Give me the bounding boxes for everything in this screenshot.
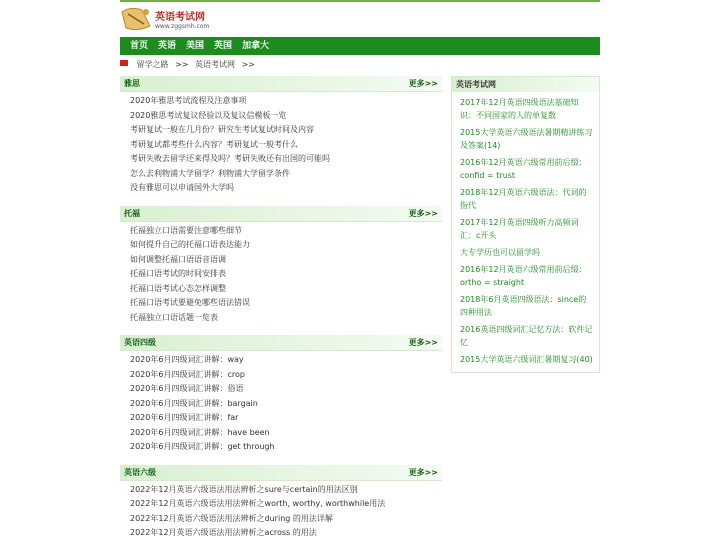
breadcrumb-flag-icon [120, 60, 128, 66]
article-link[interactable]: 托福独立口语话题一览表 [130, 312, 218, 322]
section-title[interactable]: 英语四级 [124, 338, 156, 347]
breadcrumb-item-exam[interactable]: 英语考试网 [195, 60, 236, 69]
sidebar-link[interactable]: 大专学历也可以留学吗 [460, 248, 540, 257]
sidebar-link[interactable]: 2016英语四级词汇记忆方法：软件记忆 [460, 325, 593, 347]
article-link[interactable]: 2022年12月英语六级语法用法辨析之during 的用法详解 [130, 513, 333, 523]
sidebar-link[interactable]: 2018年12月英语六级语法：代词的指代 [460, 188, 587, 210]
section-header [120, 206, 442, 222]
nav-item-canada[interactable]: 加拿大 [242, 41, 270, 51]
breadcrumb-separator: >> [241, 60, 255, 69]
article-link[interactable]: 2020年雅思考试流程及注意事项 [130, 96, 247, 105]
section-title[interactable]: 托福 [124, 208, 140, 218]
article-link[interactable]: 如何提升自己的托福口语表达能力 [130, 240, 250, 249]
top-accent-line [120, 0, 600, 2]
logo-text[interactable]: 英语考试网 [155, 12, 205, 23]
section-header [120, 335, 442, 351]
section-header [120, 465, 442, 481]
article-link[interactable]: 托福口语考试的时间安排表 [130, 269, 226, 278]
section-toefl [120, 206, 442, 326]
article-link[interactable]: 2020年6月四级词汇讲解：far [130, 413, 239, 422]
sidebar-link[interactable]: 2016年12月英语六级常用前后缀：ortho = straight [460, 265, 587, 287]
article-link[interactable]: 考研复试都考些什么内容？考研复试一般考什么 [130, 139, 298, 149]
more-link[interactable]: 更多>> [408, 79, 438, 88]
sidebar-link[interactable]: 2018年6月英语四级语法：since的四种用法 [460, 295, 587, 317]
nav-bar [120, 37, 600, 55]
article-link[interactable]: 2020年6月四级词汇讲解：way [130, 355, 244, 364]
section-title[interactable]: 雅思 [124, 79, 140, 88]
sidebar-list [452, 92, 599, 366]
breadcrumb-separator: >> [175, 60, 189, 69]
sidebar [451, 76, 600, 373]
article-link[interactable]: 2020年6月四级词汇讲解：bargain [130, 398, 258, 408]
breadcrumb-item-study[interactable]: 留学之路 [136, 60, 169, 69]
article-link[interactable]: 2020雅思考试复议经验以及复议信模板一览 [130, 110, 287, 120]
main-column [120, 76, 442, 551]
article-link[interactable]: 考研复试一般在几月份？研究生考试复试时间及内容 [130, 125, 314, 134]
nav-item-uk[interactable]: 英国 [214, 41, 233, 51]
article-link[interactable]: 托福口语考试要避免哪些语法错误 [130, 298, 250, 307]
article-link[interactable]: 考研失败去留学还来得及吗？考研失败还有出国的可能吗 [130, 154, 330, 163]
sidebar-title: 英语考试网 [452, 77, 599, 92]
section-header [120, 76, 442, 92]
more-link[interactable]: 更多>> [408, 338, 438, 347]
sidebar-link[interactable]: 2017年12月英语四级听力高频词汇：c开头 [460, 218, 579, 240]
sidebar-link[interactable]: 2017年12月英语四级语法基础知识：不同国家的人的单复数 [460, 98, 579, 120]
section-cet6 [120, 465, 442, 541]
breadcrumb [120, 59, 600, 71]
article-link[interactable]: 如何调整托福口语语音语调 [130, 254, 226, 264]
article-link[interactable]: 2022年12月英语六级语法用法辨析之worth, worthy, worthwhile用法 [130, 499, 386, 508]
article-link[interactable]: 2020年6月四级词汇讲解：have been [130, 427, 270, 437]
nav-item-usa[interactable]: 美国 [186, 41, 205, 51]
article-list [120, 483, 442, 541]
article-list [120, 94, 442, 196]
section-ielts [120, 76, 442, 196]
nav-item-home[interactable]: 首页 [130, 41, 149, 51]
more-link[interactable]: 更多>> [408, 467, 438, 477]
logo-url: www.zggsmh.com [155, 23, 210, 30]
nav-item-english[interactable]: 英语 [158, 41, 177, 51]
section-title[interactable]: 英语六级 [124, 467, 156, 477]
section-cet4 [120, 335, 442, 455]
sidebar-link[interactable]: 2015大学英语六级语法暑期精讲练习及答案(14) [460, 128, 593, 150]
article-list [120, 224, 442, 326]
sidebar-link[interactable]: 2015大学英语六级词汇暑期复习(40) [460, 355, 593, 364]
article-link[interactable]: 怎么去利物浦大学留学？利物浦大学留学条件 [130, 168, 290, 178]
article-link[interactable]: 没有雅思可以申请国外大学吗 [130, 183, 234, 192]
article-link[interactable]: 2020年6月四级词汇讲解：crop [130, 369, 245, 379]
article-list [120, 353, 442, 455]
article-link[interactable]: 2022年12月英语六级语法用法辨析之sure与certain的用法区别 [130, 484, 358, 494]
article-link[interactable]: 托福口语考试心态怎样调整 [130, 283, 226, 293]
article-link[interactable]: 2020年6月四级词汇讲解：俗语 [130, 384, 244, 393]
article-link[interactable]: 托福独立口语需要注意哪些细节 [130, 225, 242, 235]
article-link[interactable]: 2020年6月四级词汇讲解：get through [130, 442, 275, 451]
sidebar-link[interactable]: 2016年12月英语六级常用前后缀：confid = trust [460, 158, 587, 180]
more-link[interactable]: 更多>> [408, 208, 438, 218]
article-link[interactable]: 2022年12月英语六级语法用法辨析之across 的用法 [130, 528, 317, 537]
